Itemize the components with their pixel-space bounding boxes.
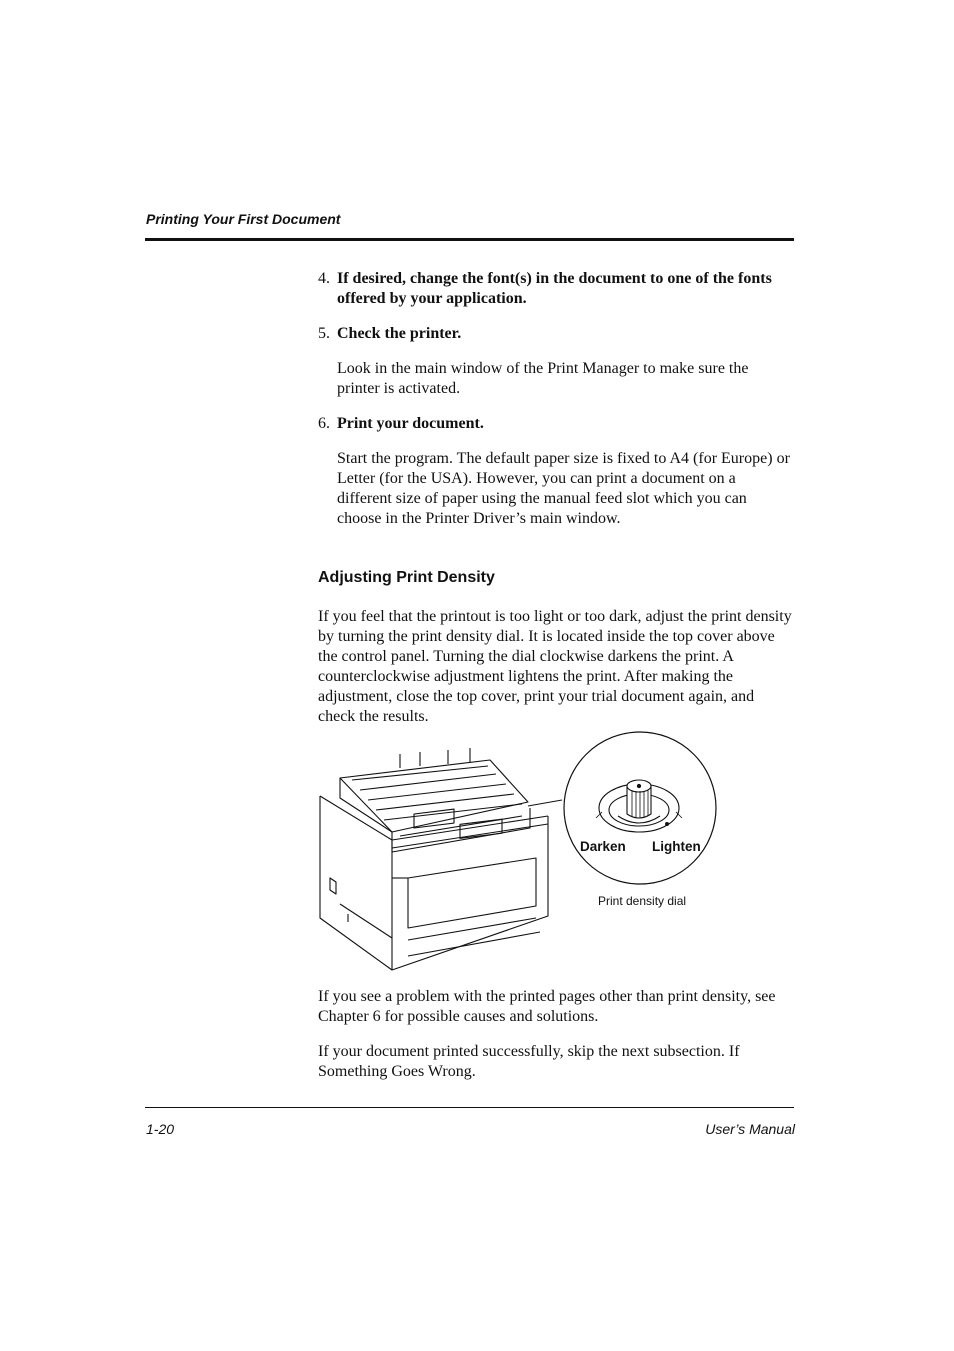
printer-body [320,796,548,970]
step-text: If desired, change the font(s) in the document to one of the fonts offered by your application. [337,270,772,307]
page-number: 1-20 [146,1121,175,1137]
step-number: 5. [318,325,330,342]
step-6 [318,414,788,434]
step-5 [318,324,788,344]
front-panel [408,858,536,928]
lighten-label: Lighten [652,839,701,854]
darken-label: Darken [580,839,626,854]
step-4 [318,269,788,309]
step-text: Check the printer. [337,325,462,342]
header-rule [145,238,794,241]
problem-paragraph: If you see a problem with the printed pages other than print density, see Chapter 6 for possible causes and solutions. [318,988,776,1025]
manual-title: User’s Manual [705,1121,795,1137]
step-number: 6. [318,415,330,432]
section-intro: If you feel that the printout is too light or too dark, adjust the print density by turning the print density dial. It is located inside the top cover above the control panel. Turning the dial clockwise darkens the print. A counterclockwise adjustment lightens the print. After making the adjustment, close the top cover, print your trial document again, and check the results. [318,608,792,725]
success-paragraph: If your document printed successfully, skip the next subsection. If Something Goes Wrong. [318,1043,740,1080]
running-head: Printing Your First Document [146,211,341,227]
figure-caption: Print density dial [598,894,687,908]
step-6-detail: Start the program. The default paper size is fixed to A4 (for Europe) or Letter (for the USA). However, you can print a document on a different size of paper using the manual feed slot which you can choose in the Printer Driver’s main window. [337,450,790,527]
step-number: 4. [318,270,330,287]
printer-illustration [300,728,730,976]
section-heading: Adjusting Print Density [318,569,495,586]
internal-gear [414,809,454,828]
step-5-detail: Look in the main window of the Print Manager to make sure the printer is activated. [337,360,749,397]
footer-rule [145,1107,794,1108]
step-text: Print your document. [337,415,484,432]
